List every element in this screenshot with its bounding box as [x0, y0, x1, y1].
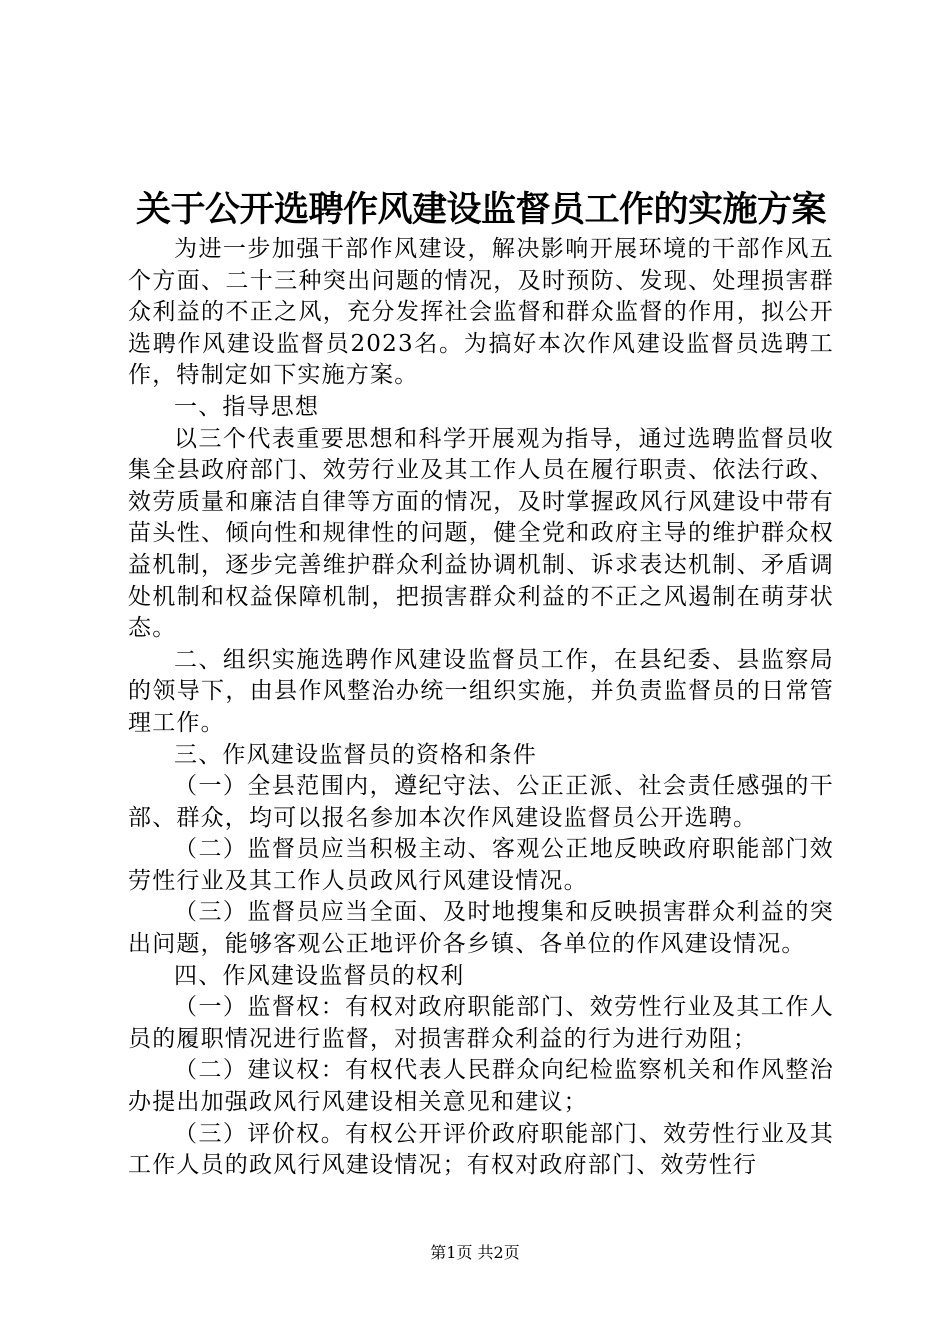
- section-heading-4: 四、作风建设监督员的权利: [174, 962, 465, 989]
- paragraph-guiding: 以三个代表重要思想和科学开展观为指导，通过选聘监督员收集全县政府部门、效劳行业及其工作人员在履行职责、依法行政、效劳质量和廉洁自律等方面的情况，及时掌握政风行风建设中带有苗头性、倾向性和规律性的问题，健全党和政府主导的维护群众权益机制，逐步完善维护群众利益协调机制、诉求表达机制、矛盾调处机制和权益保障机制，把损害群众利益的不正之风遏制在萌芽状态。: [128, 425, 834, 642]
- paragraph-right-supervision: （一）监督权：有权对政府职能部门、效劳性行业及其工作人员的履职情况进行监督，对损害群众利益的行为进行劝阻；: [128, 994, 834, 1052]
- page-footer: 第1页 共2页: [430, 1243, 520, 1262]
- document-page: [128, 186, 834, 1182]
- paragraph-qualification-3: （三）监督员应当全面、及时地搜集和反映损害群众利益的突出问题，能够客观公正地评价各乡镇、各单位的作风建设情况。: [128, 899, 834, 958]
- section-heading-1: 一、指导思想: [174, 393, 320, 420]
- paragraph-right-evaluation: （三）评价权。有权公开评价政府职能部门、效劳性行业及其工作人员的政风行风建设情况；有权对政府部门、效劳性行: [128, 1120, 834, 1179]
- section-heading-3: 三、作风建设监督员的资格和条件: [174, 741, 537, 768]
- paragraph-right-suggestion: （二）建议权：有权代表人民群众向纪检监察机关和作风整治办提出加强政风行风建设相关意见和建议；: [128, 1057, 834, 1116]
- paragraph-organization: 二、组织实施选聘作风建设监督员工作，在县纪委、县监察局的领导下，由县作风整治办统一组织实施，并负责监督员的日常管理工作。: [128, 646, 834, 736]
- document-title: 关于公开选聘作风建设监督员工作的实施方案: [135, 190, 826, 230]
- paragraph-intro: 为进一步加强干部作风建设，解决影响开展环境的干部作风五个方面、二十三种突出问题的情况，及时预防、发现、处理损害群众利益的不正之风，充分发挥社会监督和群众监督的作用，拟公开选聘作风建设监督员2023名。为搞好本次作风建设监督员选聘工作，特制定如下实施方案。: [128, 236, 834, 389]
- paragraph-qualification-2: （二）监督员应当积极主动、客观公正地反映政府职能部门效劳性行业及其工作人员政风行风建设情况。: [128, 836, 834, 894]
- document-body: [128, 234, 834, 1182]
- paragraph-qualification-1: （一）全县范围内，遵纪守法、公正正派、社会责任感强的干部、群众，均可以报名参加本次作风建设监督员公开选聘。: [128, 773, 834, 831]
